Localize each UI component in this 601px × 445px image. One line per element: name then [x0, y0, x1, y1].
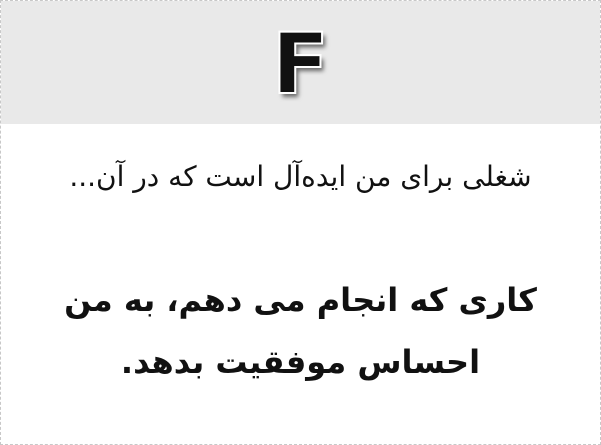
answer-text	[21, 269, 580, 399]
answer-line-1: کاری که انجام می دهم، به من	[64, 281, 537, 319]
card-header	[1, 1, 600, 124]
answer-line-2: احساس موفقیت بدهد.	[120, 343, 481, 381]
prompt-text: شغلی برای من ایده‌آل است که در آن...	[69, 160, 532, 193]
option-letter: F	[271, 15, 330, 113]
